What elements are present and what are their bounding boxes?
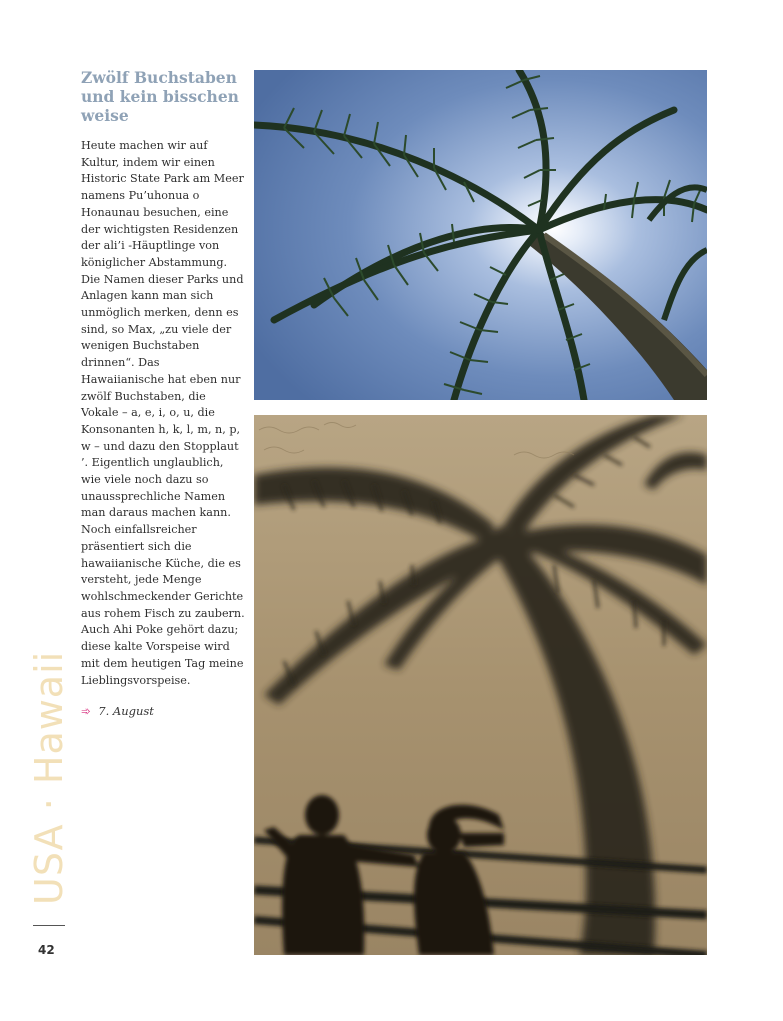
palm-tree-sky-photo: [254, 70, 707, 400]
paragraph: Heute machen wir auf Kultur, indem wir einen Historic State Park am Meer namens Pu’uhonua o Honaunau besuchen, eine der wichtigsten Residenzen der ali’i -Häuptlinge von königlicher Abstammung.: [81, 139, 244, 269]
section-label-usa-hawaii: USA · Hawaii: [27, 650, 71, 905]
palm-shadow-sand-photo: [254, 415, 707, 955]
arrow-right-icon: ➾: [81, 704, 91, 718]
paragraph: Noch einfallsreicher präsentiert sich die hawaiianische Küche, die es versteht, jede Menge wohlschmeckender Gerichte aus rohem Fisch zu zaubern. Auch Ahi Poke gehört dazu; diese kalte Vorspeise wird mit dem heutigen Tag meine Lieblingsvorspeise.: [81, 523, 245, 687]
cross-reference-date: 7. August: [98, 704, 154, 718]
article-heading: Zwölf Buchstaben und kein bisschen weise: [81, 68, 239, 125]
page-number: 42: [38, 943, 55, 957]
cross-reference-link[interactable]: [81, 704, 154, 718]
divider: [33, 925, 65, 926]
paragraph: Die Namen dieser Parks und Anlagen kann man sich unmöglich merken, denn es sind, so Max, „zu viele der wenigen Buchstaben drinnen“. Das Hawaiianische hat eben nur zwölf Buchstaben, die Vokale – a, e, i, o, u, die Konsonanten h, k, l, m, n, p, w – und dazu den Stopplaut ’. Eigentlich unglaublich, wie viele noch dazu so unaussprechliche Namen man daraus machen kann.: [81, 272, 244, 520]
article-body: [81, 138, 246, 689]
